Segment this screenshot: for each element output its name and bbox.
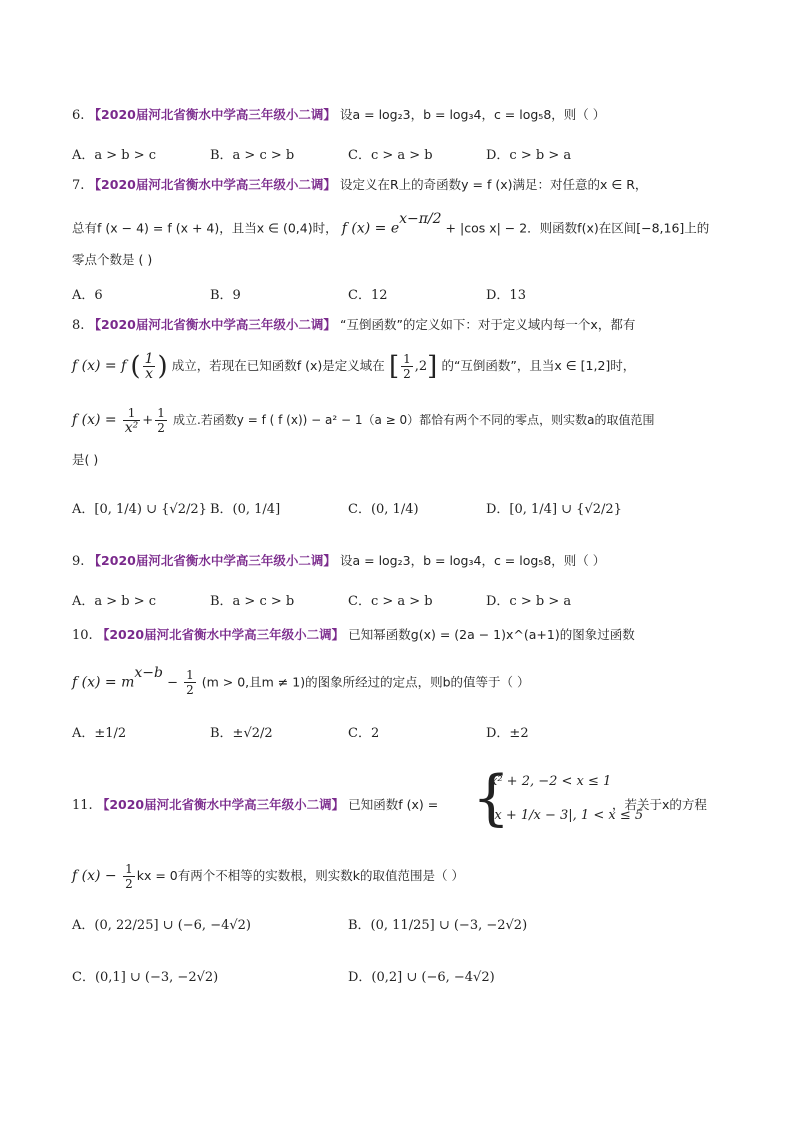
question-8-line2: f (x) = f ( $\frac{1}{x}$ ) 成立，若现在已知函数f (x)是定义域在 [ $\frac{1}{2}$ ,2] 的“互倒函数”，且当x ∈ [1,2]时， (72, 351, 636, 382)
option-a[interactable]: A．6 (72, 288, 103, 303)
question-8-line4: 是( ) (72, 452, 99, 467)
option-c[interactable]: C．c > a > b (348, 148, 433, 163)
question-8-line3: f (x) = $\frac{1}{\text{x²}}$ + $\frac{1}{2}$ 成立.若函数y = f ( f (x)) − a² − 1（a ≥ 0）都恰有两个不同的零点，则实数a的取值范围 (72, 406, 655, 436)
question-text: (m > 0,且m ≠ 1)的图象所经过的定点，则b的值等于（ ） (197, 674, 530, 690)
option-a[interactable]: A．(0, 22/25] ∪ (−6, −4√2) (72, 918, 251, 933)
fraction: $\frac{1}{2}$ (403, 352, 411, 381)
question-text: ，若关于x的方程 (612, 797, 707, 812)
formula: f (x) = e (341, 220, 400, 237)
fraction: $\frac{1}{2}$ (157, 406, 165, 435)
source-tag: 【2020届河北省衡水中学高三年级小二调】 (96, 797, 345, 812)
option-c[interactable]: C．2 (348, 726, 380, 741)
question-text: 已知函数f (x) = (348, 797, 439, 812)
option-c[interactable]: C．(0, 1/4) (348, 502, 419, 517)
option-b[interactable]: B．(0, 11/25] ∪ (−3, −2√2) (348, 918, 528, 933)
question-number: 6. (72, 108, 85, 123)
option-a[interactable]: A．a > b > c (72, 594, 157, 609)
question-text: kx = 0有两个不相等的实数根，则实数k的取值范围是（ ） (136, 868, 464, 883)
question-9-stem (72, 552, 605, 571)
option-c[interactable]: C．c > a > b (348, 594, 433, 609)
option-c[interactable]: C．(0,1] ∪ (−3, −2√2) (72, 970, 219, 985)
option-d[interactable]: D．±2 (486, 726, 529, 741)
option-a[interactable]: A．[0, 1/4) ∪ {√2/2} (72, 502, 207, 517)
question-text: 成立.若函数y = f ( f (x)) − a² − 1（a ≥ 0）都恰有两个不同的零点，则实数a的取值范围 (172, 413, 655, 427)
option-a[interactable]: A．±1/2 (72, 726, 127, 741)
formula: f (x) = m (72, 674, 135, 691)
question-7-line1 (72, 176, 647, 195)
formula: f (x) = (72, 412, 117, 428)
exponent: x−b (134, 665, 163, 681)
option-d[interactable]: D．(0,2] ∪ (−6, −4√2) (348, 970, 495, 985)
option-d[interactable]: D．13 (486, 288, 526, 303)
fraction: $\frac{1}{x}$ (144, 351, 154, 382)
source-tag: 【2020届河北省衡水中学高三年级小二调】 (88, 317, 336, 332)
fraction: $\frac{1}{2}$ (125, 862, 133, 891)
question-11-line1 (72, 796, 438, 815)
question-number: 8. (72, 318, 85, 333)
question-text: 的“互倒函数”，且当x ∈ [1,2]时， (441, 358, 636, 373)
question-text: 已知幂函数g(x) = (2a − 1)x^(a+1)的图象过函数 (348, 627, 635, 642)
exponent: x−π/2 (399, 211, 442, 227)
question-number: 9. (72, 554, 85, 569)
option-d[interactable]: D．c > b > a (486, 594, 572, 609)
question-text: “互倒函数”的定义如下：对于定义域内每一个x，都有 (339, 317, 636, 332)
option-b[interactable]: B．(0, 1/4] (210, 502, 281, 517)
option-a[interactable]: A．a > b > c (72, 148, 157, 163)
option-d[interactable]: D．[0, 1/4] ∪ {√2/2} (486, 502, 622, 517)
option-b[interactable]: B．±√2/2 (210, 726, 273, 741)
question-text: 成立，若现在已知函数f (x)是定义域在 (171, 358, 385, 373)
option-d[interactable]: D．c > b > a (486, 148, 572, 163)
question-number: 7. (72, 178, 85, 193)
question-text: 总有f (x − 4) = f (x + 4)，且当x ∈ (0,4)时， (72, 220, 338, 236)
option-c[interactable]: C．12 (348, 288, 388, 303)
question-number: 11. (72, 798, 93, 813)
piecewise-case-2: |x + 1/x − 3|, 1 < x ≤ 5 (490, 808, 644, 823)
source-tag: 【2020届河北省衡水中学高三年级小二调】 (88, 107, 336, 122)
question-8-line1 (72, 316, 635, 335)
question-10-line2: f $(x) = m^{x-b}$ − $\frac{1}{2}$ (m > 0,且m ≠ 1)的图象所经过的定点，则b的值等于（ ） (72, 665, 530, 698)
fraction: $\frac{1}{\text{x²}}$ (124, 406, 139, 436)
question-text: + |cos x| − 2．则函数f(x)在区间[−8,16]上的 (441, 220, 710, 236)
question-6-stem (72, 106, 605, 125)
source-tag: 【2020届河北省衡水中学高三年级小二调】 (96, 627, 345, 642)
brace: { (472, 763, 511, 833)
question-7-line3: 零点个数是 ( ) (72, 252, 153, 267)
option-b[interactable]: B．a > c > b (210, 148, 295, 163)
question-10-line1 (72, 626, 635, 645)
question-text: 设a = log₂3，b = log₃4，c = log₅8，则（ ） (339, 553, 606, 568)
option-b[interactable]: B．9 (210, 288, 241, 303)
question-number: 10. (72, 628, 93, 643)
question-text: 设定义在R上的奇函数y = f (x)满足：对任意的x ∈ R， (339, 177, 648, 192)
source-tag: 【2020届河北省衡水中学高三年级小二调】 (88, 553, 336, 568)
question-7-line2 (72, 211, 710, 238)
formula: f (x) = f (72, 358, 127, 374)
question-11-line2 (72, 862, 464, 891)
question-text: 设a = log₂3，b = log₃4，c = log₅8，则（ ） (339, 107, 606, 122)
fraction: $\frac{1}{2}$ (186, 668, 194, 698)
option-b[interactable]: B．a > c > b (210, 594, 295, 609)
source-tag: 【2020届河北省衡水中学高三年级小二调】 (88, 177, 336, 192)
formula: f (x) − (72, 868, 122, 884)
piecewise-case-1: x² + 2, −2 < x ≤ 1 (490, 774, 612, 789)
